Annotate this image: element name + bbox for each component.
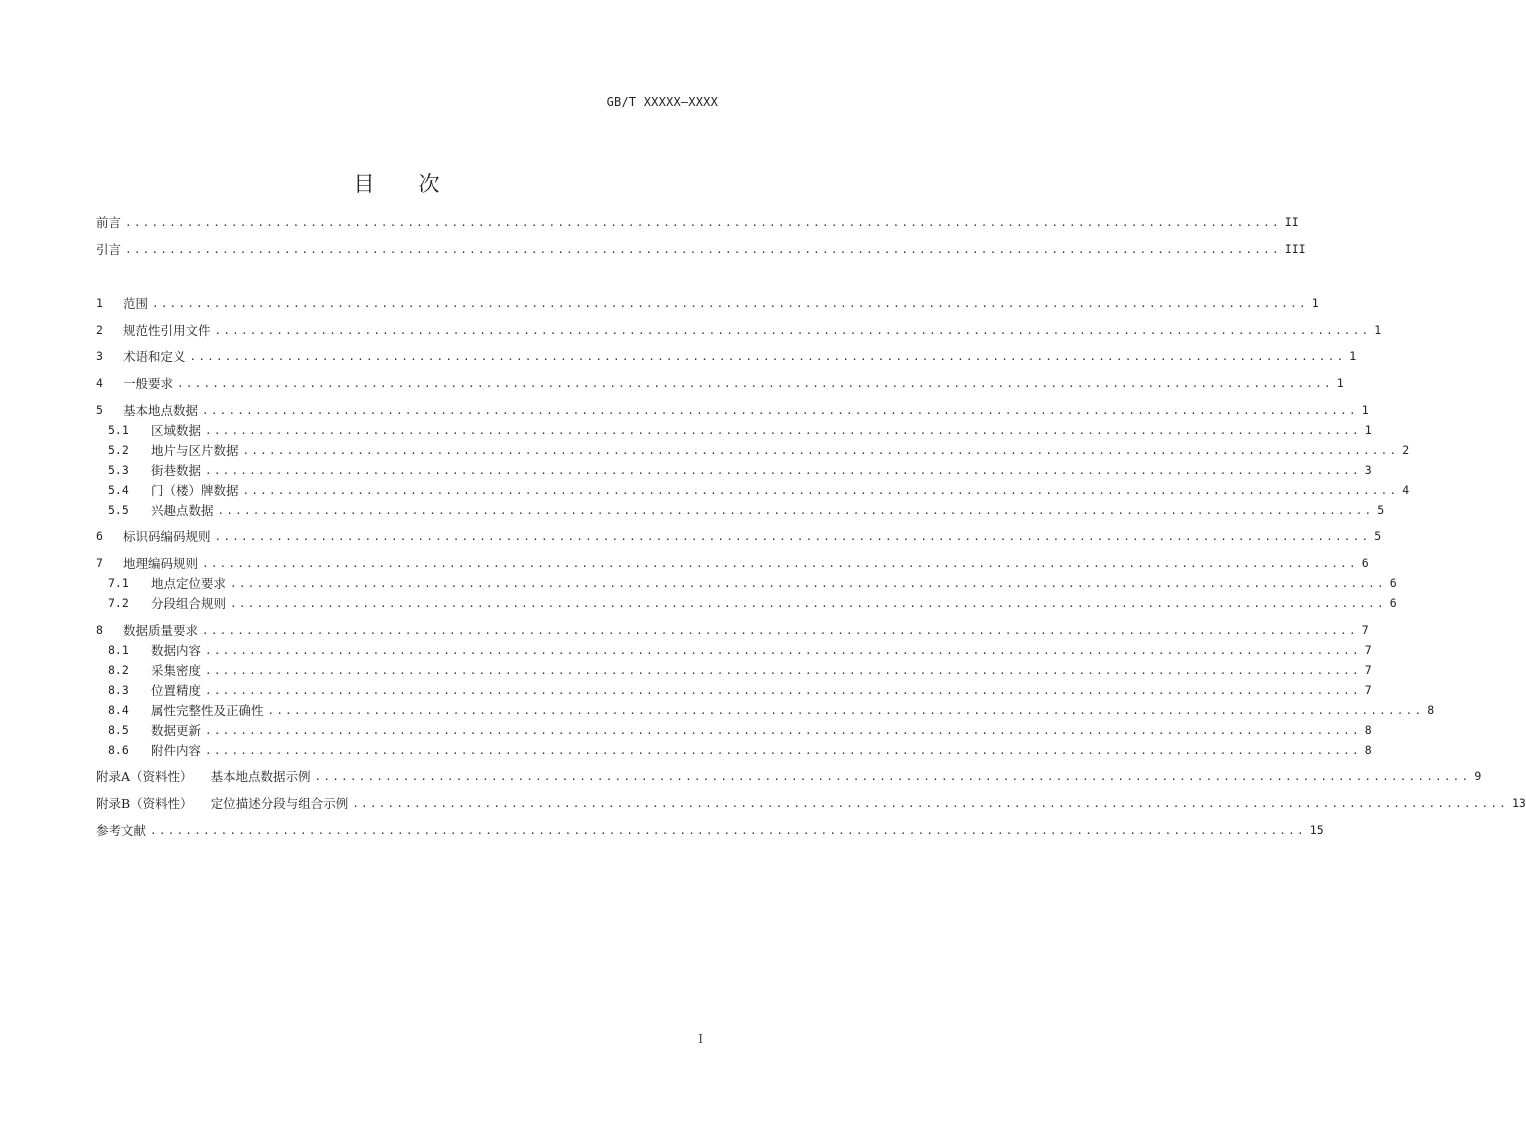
toc-entry[interactable]	[96, 347, 1357, 365]
toc-entry[interactable]	[96, 321, 1382, 339]
toc-leader: ...................................................................................................................................	[352, 796, 1508, 810]
toc-subentry[interactable]	[96, 574, 1397, 592]
toc-label: 基本地点数据	[123, 403, 199, 418]
toc-leader: ...................................................................................................................................	[177, 376, 1333, 390]
toc-page: 8	[1364, 743, 1372, 757]
toc-number: 5.4	[108, 483, 129, 497]
toc-page: 7	[1364, 663, 1372, 677]
toc-leader: ...................................................................................................................................	[205, 423, 1361, 437]
toc-label: 区域数据	[151, 423, 202, 438]
toc-leader: ...................................................................................................................................	[205, 463, 1361, 477]
toc-appendix-number: 附录B（资料性）	[96, 796, 193, 811]
toc-leader: ...................................................................................................................................	[217, 503, 1374, 517]
toc-subentry[interactable]	[96, 681, 1372, 699]
toc-number: 8.6	[108, 743, 129, 757]
toc-label: 前言	[96, 215, 122, 230]
toc-leader: ...................................................................................................................................	[202, 556, 1358, 570]
toc-page: 5	[1374, 529, 1382, 543]
toc-subentry[interactable]	[96, 661, 1372, 679]
toc-label: 附件内容	[151, 743, 202, 758]
toc-page: 7	[1364, 643, 1372, 657]
toc-page: 1	[1349, 349, 1357, 363]
toc-leader: ...................................................................................................................................	[205, 643, 1361, 657]
toc-label: 地点定位要求	[151, 576, 227, 591]
toc-number: 6	[96, 529, 103, 543]
toc-subentry[interactable]	[96, 441, 1410, 459]
toc-label: 门（楼）牌数据	[151, 483, 239, 498]
toc-subentry[interactable]	[96, 501, 1385, 519]
toc-subentry[interactable]	[96, 721, 1372, 739]
toc-leader: ...................................................................................................................................	[202, 623, 1358, 637]
toc-subentry[interactable]	[96, 594, 1397, 612]
toc-subentry[interactable]	[96, 421, 1372, 439]
toc-label: 参考文献	[96, 823, 147, 838]
toc-subentry[interactable]	[96, 461, 1372, 479]
toc-label: 属性完整性及正确性	[151, 703, 264, 718]
toc-label: 一般要求	[123, 376, 174, 391]
toc-label: 街巷数据	[151, 463, 202, 478]
toc-label: 数据内容	[151, 643, 202, 658]
toc-number: 5.5	[108, 503, 129, 517]
toc-label: 引言	[96, 242, 122, 257]
toc-page: III	[1284, 242, 1306, 256]
toc-label: 位置精度	[151, 683, 202, 698]
toc-leader: ...................................................................................................................................	[230, 576, 1386, 590]
toc-page: 13	[1511, 796, 1526, 810]
toc-number: 5.2	[108, 443, 129, 457]
standard-code: GB/T XXXXX—XXXX	[606, 95, 718, 109]
toc-leader: ...................................................................................................................................	[242, 483, 1399, 497]
toc-leader: ...................................................................................................................................	[205, 743, 1361, 757]
toc-number: 8.3	[108, 683, 129, 697]
toc-label: 范围	[123, 296, 149, 311]
toc-entry-references[interactable]	[96, 821, 1324, 839]
toc-leader: ...................................................................................................................................	[125, 242, 1281, 256]
toc-number: 8.2	[108, 663, 129, 677]
toc-page: 15	[1309, 823, 1324, 837]
toc-label: 数据更新	[151, 723, 202, 738]
toc-entry[interactable]	[96, 374, 1344, 392]
toc-page: 9	[1474, 769, 1482, 783]
toc-entry[interactable]	[96, 294, 1319, 312]
toc-page: 2	[1402, 443, 1410, 457]
toc-page: 1	[1311, 296, 1319, 310]
toc-leader: ...................................................................................................................................	[314, 769, 1471, 783]
toc-number: 5	[96, 403, 103, 417]
toc-subentry[interactable]	[96, 481, 1410, 499]
toc-page: 1	[1364, 423, 1372, 437]
toc-number: 2	[96, 323, 103, 337]
toc-entry[interactable]	[96, 554, 1369, 572]
toc-label: 采集密度	[151, 663, 202, 678]
toc-leader: ...................................................................................................................................	[214, 529, 1371, 543]
toc-entry-introduction[interactable]	[96, 240, 1306, 258]
toc-leader: ...................................................................................................................................	[205, 663, 1361, 677]
toc-label: 地理编码规则	[123, 556, 199, 571]
toc-page: 8	[1427, 703, 1435, 717]
page-title: 目次	[353, 172, 484, 196]
toc-page: 5	[1377, 503, 1385, 517]
toc-entry-appendix-b[interactable]	[96, 794, 1526, 812]
toc-page: 8	[1364, 723, 1372, 737]
toc-label: 定位描述分段与组合示例	[210, 796, 349, 811]
toc-page: II	[1284, 215, 1299, 229]
toc-label: 标识码编码规则	[123, 529, 211, 544]
toc-page: 4	[1402, 483, 1410, 497]
toc-label: 基本地点数据示例	[210, 769, 311, 784]
toc-subentry[interactable]	[96, 701, 1435, 719]
toc-label: 分段组合规则	[151, 596, 227, 611]
toc-leader: ...................................................................................................................................	[267, 703, 1424, 717]
toc-entry-appendix-a[interactable]	[96, 767, 1482, 785]
toc-leader: ...................................................................................................................................	[230, 596, 1386, 610]
toc-label: 术语和定义	[123, 349, 186, 364]
toc-leader: ...................................................................................................................................	[202, 403, 1358, 417]
toc-leader: ...................................................................................................................................	[242, 443, 1399, 457]
toc-leader: ...................................................................................................................................	[205, 683, 1361, 697]
page-number: I	[698, 1032, 703, 1046]
toc-page: 3	[1364, 463, 1372, 477]
toc-number: 1	[96, 296, 103, 310]
toc-appendix-number: 附录A（资料性）	[96, 769, 193, 784]
toc-number: 8	[96, 623, 103, 637]
toc-entry[interactable]	[96, 401, 1369, 419]
toc-page: 1	[1374, 323, 1382, 337]
toc-number: 7.2	[108, 596, 129, 610]
toc-page: 1	[1361, 403, 1369, 417]
toc-page: 7	[1364, 683, 1372, 697]
toc-entry[interactable]	[96, 527, 1382, 545]
toc-leader: ...................................................................................................................................	[214, 323, 1371, 337]
toc-subentry[interactable]	[96, 641, 1372, 659]
toc-entry-foreword[interactable]	[96, 213, 1299, 231]
toc-number: 7.1	[108, 576, 129, 590]
toc-leader: ...................................................................................................................................	[152, 296, 1308, 310]
toc-number: 8.1	[108, 643, 129, 657]
toc-page: 6	[1361, 556, 1369, 570]
toc-number: 5.1	[108, 423, 129, 437]
toc-entry[interactable]	[96, 621, 1369, 639]
toc-page: 6	[1389, 596, 1397, 610]
toc-number: 8.4	[108, 703, 129, 717]
toc-number: 4	[96, 376, 103, 390]
toc-page: 6	[1389, 576, 1397, 590]
toc-page: 1	[1336, 376, 1344, 390]
toc-subentry[interactable]	[96, 741, 1372, 759]
toc-number: 5.3	[108, 463, 129, 477]
toc-label: 地片与区片数据	[151, 443, 239, 458]
toc-leader: ...................................................................................................................................	[189, 349, 1346, 363]
toc-number: 8.5	[108, 723, 129, 737]
toc-label: 数据质量要求	[123, 623, 199, 638]
toc-label: 兴趣点数据	[151, 503, 214, 518]
toc-page: 7	[1361, 623, 1369, 637]
toc-number: 7	[96, 556, 103, 570]
toc-number: 3	[96, 349, 103, 363]
toc-leader: ...................................................................................................................................	[125, 215, 1281, 229]
toc-label: 规范性引用文件	[123, 323, 211, 338]
toc-leader: ...................................................................................................................................	[150, 823, 1306, 837]
toc-leader: ...................................................................................................................................	[205, 723, 1361, 737]
